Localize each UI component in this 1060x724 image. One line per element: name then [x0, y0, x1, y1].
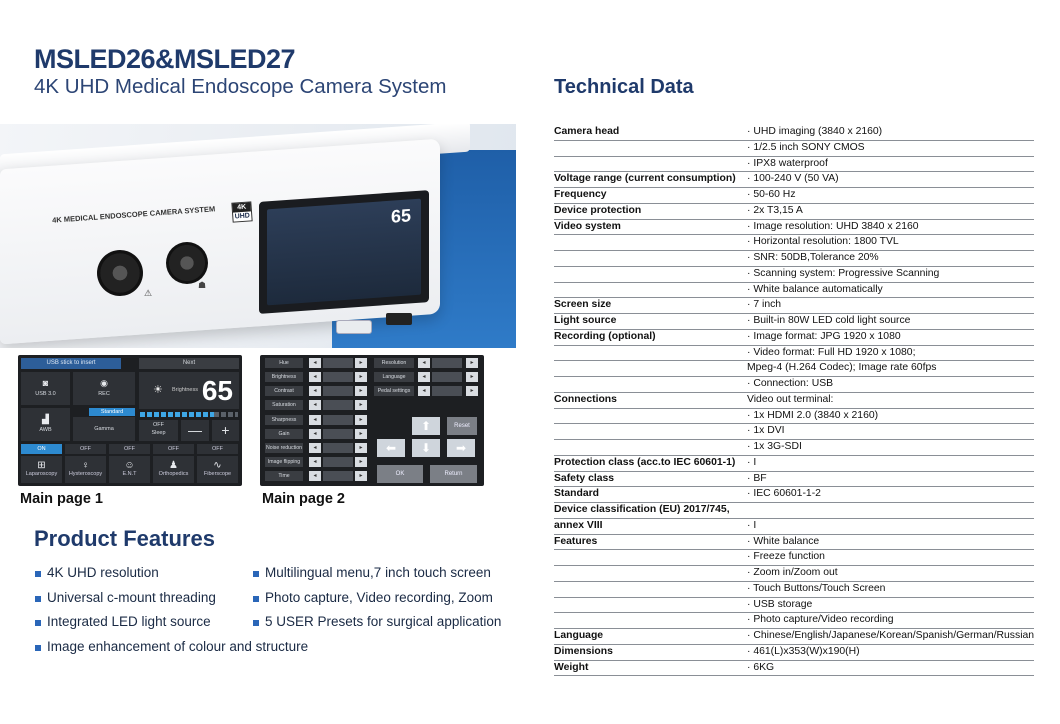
setting-label: Saturation	[265, 400, 303, 410]
brightness-value: 65	[201, 375, 233, 406]
spec-value: · 50-60 Hz	[747, 189, 796, 200]
caption-main-page-2: Main page 2	[262, 491, 345, 507]
toggle-orthopedics[interactable]: OFF	[153, 444, 194, 454]
hysteroscopy-icon: ♀	[81, 460, 90, 471]
spec-row	[554, 220, 1034, 236]
spec-key: Light source	[554, 315, 617, 326]
spec-value: · 7 inch	[747, 299, 782, 311]
spec-value: · 1x DVI	[747, 425, 785, 437]
reset-button[interactable]: Reset	[447, 417, 477, 435]
feature-item: Image enhancement of colour and structure	[47, 639, 309, 654]
setting-track	[323, 372, 353, 382]
spec-value: · Scanning system: Progressive Scanning	[747, 267, 940, 279]
spec-key: Video system	[554, 220, 621, 232]
spec-value: · IPX8 waterproof	[747, 157, 828, 169]
feature-item: Universal c-mount threading	[47, 590, 216, 605]
spec-row	[554, 629, 1034, 645]
spec-row	[554, 424, 1034, 440]
setting-row-noise-reduction[interactable]	[265, 443, 367, 453]
warning-icon: ⚠	[144, 288, 153, 298]
right-arrow-icon[interactable]: ▸	[355, 443, 367, 453]
right-arrow-icon[interactable]: ▸	[355, 471, 367, 481]
spec-row	[554, 172, 1034, 188]
spec-key: Camera head	[554, 126, 620, 137]
spec-row	[554, 645, 1034, 661]
spec-value: Mpeg-4 (H.264 Codec); Image rate 60fps	[747, 362, 937, 374]
spec-row	[554, 566, 1034, 582]
spec-value: · 1x HDMI 2.0 (3840 x 2160)	[747, 409, 879, 421]
spec-value: · White balance automatically	[747, 283, 883, 295]
setting-label: Contrast	[265, 386, 303, 396]
main-page-2-screen	[260, 355, 484, 486]
right-arrow-icon[interactable]: ▸	[355, 429, 367, 439]
spec-row	[554, 487, 1034, 503]
spec-value: · IEC 60601-1-2	[747, 488, 821, 500]
spec-value: · Photo capture/Video recording	[747, 614, 894, 626]
right-arrow-icon[interactable]: ▸	[466, 372, 478, 382]
spec-key: Screen size	[554, 299, 612, 311]
spec-row	[554, 440, 1034, 456]
mode-label: Orthopedics	[158, 471, 189, 477]
feature-item: 5 USER Presets for surgical application	[265, 614, 502, 629]
setting-row-sharpness[interactable]	[265, 415, 367, 425]
setting-track	[323, 429, 353, 439]
setting-row-gain[interactable]	[265, 429, 367, 439]
right-arrow-icon[interactable]: ▸	[355, 400, 367, 410]
spec-value: · Image resolution: UHD 3840 x 2160	[747, 220, 919, 232]
sun-icon: ☀	[153, 384, 163, 396]
left-arrow-icon[interactable]: ◂	[309, 471, 321, 481]
usb-tile-label: USB 3.0	[35, 391, 56, 397]
setting-row-pedal[interactable]	[374, 386, 480, 396]
setting-label: Brightness	[265, 372, 303, 382]
arrow-left-button[interactable]: ⬅	[377, 439, 405, 457]
usb-stick	[336, 320, 372, 334]
toggle-fiberscope[interactable]: OFF	[197, 444, 238, 454]
left-arrow-icon[interactable]: ◂	[418, 386, 430, 396]
spec-value: · Freeze function	[747, 551, 825, 563]
light-connector-knob	[166, 242, 208, 284]
gamma-tile-label: Gamma	[94, 426, 114, 432]
brightness-label: Brightness	[172, 387, 198, 393]
spec-value: · SNR: 50DB,Tolerance 20%	[747, 252, 879, 263]
spec-key: Dimensions	[554, 645, 613, 657]
minus-button[interactable]: —	[181, 420, 209, 441]
spec-value: · 2x T3,15 A	[747, 204, 803, 216]
spec-value: · 6KG	[747, 661, 775, 673]
plus-button[interactable]: +	[212, 420, 239, 441]
setting-track	[323, 386, 353, 396]
right-arrow-icon[interactable]: ▸	[466, 386, 478, 396]
spec-key: Features	[554, 535, 598, 547]
setting-track	[432, 386, 462, 396]
mode-label: Laparoscopy	[25, 471, 58, 477]
brightness-box	[139, 372, 239, 409]
standard-chip[interactable]: Standard	[89, 408, 135, 416]
spec-row	[554, 188, 1034, 204]
return-button[interactable]: Return	[430, 465, 477, 483]
camera-icon: ◙	[42, 378, 49, 388]
setting-row-hue[interactable]	[265, 358, 367, 368]
spec-key: Frequency	[554, 189, 607, 200]
spec-key: Protection class (acc.to IEC 60601-1)	[554, 456, 736, 468]
fiberscope-icon: ∿	[213, 460, 222, 471]
badge-uhd: UHD	[234, 212, 251, 221]
orthopedics-icon: ♟	[169, 460, 178, 471]
setting-track	[432, 358, 462, 368]
spec-row	[554, 361, 1034, 377]
spec-value: · Horizontal resolution: 1800 TVL	[747, 236, 899, 248]
spec-row	[554, 204, 1034, 220]
spec-key: Voltage range (current consumption)	[554, 173, 736, 185]
feature-item: Multilingual menu,7 inch touch screen	[265, 565, 491, 580]
toggle-ent[interactable]: OFF	[109, 444, 150, 454]
4k-uhd-badge	[231, 201, 252, 222]
record-icon: ◉	[100, 378, 108, 388]
spec-row	[554, 550, 1034, 566]
spec-row	[554, 456, 1034, 472]
left-arrow-icon[interactable]: ◂	[309, 386, 321, 396]
spec-row	[554, 409, 1034, 425]
spec-value: · Image format: JPG 1920 x 1080	[747, 330, 901, 342]
feature-item: Integrated LED light source	[47, 614, 211, 629]
arrow-right-button[interactable]: ➡	[447, 439, 475, 457]
setting-label: Image flipping	[265, 457, 303, 467]
spec-key: Weight	[554, 661, 589, 673]
spec-key: Device protection	[554, 204, 642, 216]
sleep-label: Sleep	[151, 430, 166, 436]
setting-row-brightness[interactable]	[265, 372, 367, 382]
right-arrow-icon[interactable]: ▸	[355, 415, 367, 425]
spec-key: Device classification (EU) 2017/745,	[554, 504, 730, 515]
spec-value: Video out terminal:	[747, 393, 834, 405]
spec-key: Standard	[554, 488, 600, 500]
spec-key: Recording (optional)	[554, 330, 656, 342]
left-arrow-icon[interactable]: ◂	[309, 429, 321, 439]
spec-row	[554, 519, 1034, 535]
rec-tile[interactable]	[73, 372, 135, 405]
spec-row	[554, 582, 1034, 598]
right-arrow-icon[interactable]: ▸	[355, 358, 367, 368]
spec-key: Connections	[554, 393, 617, 405]
mode-laparoscopy[interactable]	[21, 456, 62, 483]
badge-4k: 4K	[232, 202, 251, 212]
right-arrow-icon[interactable]: ▸	[355, 386, 367, 396]
setting-row-time[interactable]	[265, 471, 367, 481]
right-arrow-icon[interactable]: ▸	[466, 358, 478, 368]
spec-row	[554, 125, 1034, 141]
awb-tile-label: AWB	[39, 427, 52, 433]
spec-row	[554, 141, 1034, 157]
spec-row	[554, 613, 1034, 629]
spec-row	[554, 267, 1034, 283]
device-photo	[0, 124, 516, 348]
spec-value: · Chinese/English/Japanese/Korean/Spanish/German/Russian	[747, 630, 1035, 641]
left-arrow-icon[interactable]: ◂	[418, 358, 430, 368]
spec-value: · Touch Buttons/Touch Screen	[747, 582, 886, 594]
spec-value: · 1x 3G-SDI	[747, 441, 802, 452]
rec-tile-label: REC	[98, 391, 110, 397]
left-arrow-icon[interactable]: ◂	[309, 443, 321, 453]
setting-track	[323, 443, 353, 453]
setting-track	[323, 358, 353, 368]
gamma-tile[interactable]	[73, 417, 135, 441]
toggle-laparoscopy[interactable]: ON	[21, 444, 62, 454]
brightness-level-remaining	[214, 412, 238, 417]
mode-hysteroscopy[interactable]	[65, 456, 106, 483]
spec-value: · Video format: Full HD 1920 x 1080;	[747, 346, 916, 358]
setting-label: Noise reduction	[265, 445, 303, 451]
spec-value: · 1/2.5 inch SONY CMOS	[747, 141, 865, 153]
setting-label: Language	[374, 372, 414, 382]
setting-row-saturation[interactable]	[265, 400, 367, 410]
camera-connector-knob	[97, 250, 143, 296]
sleep-toggle[interactable]	[139, 420, 178, 441]
setting-row-contrast[interactable]	[265, 386, 367, 396]
spec-row	[554, 393, 1034, 409]
spec-row	[554, 346, 1034, 362]
left-arrow-icon[interactable]: ◂	[309, 372, 321, 382]
setting-row-language[interactable]	[374, 372, 480, 382]
setting-track	[323, 400, 353, 410]
device-screen-value: 65	[390, 205, 411, 227]
mode-fiberscope[interactable]	[197, 456, 238, 483]
usb-tile[interactable]	[21, 372, 70, 405]
spec-value: · USB storage	[747, 598, 813, 610]
spec-row	[554, 535, 1034, 551]
power-port	[386, 313, 412, 325]
spec-value: · Built-in 80W LED cold light source	[747, 315, 911, 326]
setting-track	[323, 415, 353, 425]
spec-value: · I	[747, 519, 757, 531]
spec-value: · Zoom in/Zoom out	[747, 567, 838, 578]
product-features-title: Product Features	[34, 526, 215, 551]
setting-label: Hue	[265, 358, 303, 368]
setting-track	[323, 471, 353, 481]
usb-stick-bar[interactable]: USB stick to insert	[21, 358, 121, 369]
mode-label: E.N.T	[122, 471, 137, 477]
setting-row-image-flipping[interactable]	[265, 457, 367, 467]
bf-symbol-icon: ☗	[198, 280, 207, 290]
mode-ent[interactable]	[109, 456, 150, 483]
caption-main-page-1: Main page 1	[20, 491, 103, 507]
toggle-hysteroscopy[interactable]: OFF	[65, 444, 106, 454]
spec-value: · Connection: USB	[747, 378, 834, 389]
spec-row	[554, 157, 1034, 173]
spec-row	[554, 298, 1034, 314]
spec-value: · BF	[747, 472, 767, 484]
setting-label: Sharpness	[265, 415, 303, 425]
right-arrow-icon[interactable]: ▸	[355, 457, 367, 467]
setting-label: Gain	[265, 429, 303, 439]
mode-orthopedics[interactable]	[153, 456, 194, 483]
mode-label: Hysteroscopy	[68, 471, 103, 477]
mode-label: Fiberscope	[203, 471, 232, 477]
left-arrow-icon[interactable]: ◂	[309, 457, 321, 467]
ok-button[interactable]: OK	[377, 465, 423, 483]
device-touch-screen	[259, 190, 429, 314]
spec-row	[554, 503, 1034, 519]
device-label: 4K MEDICAL ENDOSCOPE CAMERA SYSTEM	[51, 204, 216, 225]
spec-row	[554, 377, 1034, 393]
arrow-down-button[interactable]: ⬇	[412, 439, 440, 457]
setting-label: Resolution	[374, 358, 414, 368]
spec-value: · 461(L)x353(W)x190(H)	[747, 645, 860, 657]
spec-key: Safety class	[554, 472, 615, 484]
model-title: MSLED26&MSLED27	[34, 44, 296, 74]
feature-item: Photo capture, Video recording, Zoom	[265, 590, 493, 605]
spec-row	[554, 314, 1034, 330]
spec-row	[554, 330, 1034, 346]
awb-tile[interactable]	[21, 408, 70, 441]
left-arrow-icon[interactable]: ◂	[309, 358, 321, 368]
setting-label: Pedal settings	[374, 386, 414, 396]
setting-row-resolution[interactable]	[374, 358, 480, 368]
spec-value: · White balance	[747, 535, 820, 547]
sleep-off-label: OFF	[153, 422, 164, 428]
arrow-up-button[interactable]: ⬆	[412, 417, 440, 435]
left-arrow-icon[interactable]: ◂	[309, 415, 321, 425]
left-arrow-icon[interactable]: ◂	[418, 372, 430, 382]
spec-row	[554, 283, 1034, 299]
left-arrow-icon[interactable]: ◂	[309, 400, 321, 410]
feature-item: 4K UHD resolution	[47, 565, 159, 580]
product-subtitle: 4K UHD Medical Endoscope Camera System	[34, 75, 447, 98]
main-page-1-screen	[18, 355, 242, 486]
setting-track	[323, 457, 353, 467]
spec-row	[554, 251, 1034, 267]
spec-row	[554, 598, 1034, 614]
right-arrow-icon[interactable]: ▸	[355, 372, 367, 382]
laparoscopy-icon: ⊞	[37, 460, 46, 471]
spec-row	[554, 661, 1034, 677]
next-bar[interactable]: Next	[139, 358, 239, 369]
technical-data-title: Technical Data	[554, 76, 694, 98]
setting-track	[432, 372, 462, 382]
spec-value: · 100-240 V (50 VA)	[747, 173, 839, 185]
ent-icon: ☺	[124, 460, 135, 471]
setting-label: Time	[265, 471, 303, 481]
spec-key: annex VIII	[554, 519, 603, 531]
spec-row	[554, 472, 1034, 488]
spec-value: · UHD imaging (3840 x 2160)	[747, 126, 883, 137]
spec-row	[554, 235, 1034, 251]
spec-key: Language	[554, 630, 604, 641]
spec-value: · I	[747, 456, 757, 468]
awb-icon: ▟	[42, 414, 49, 424]
